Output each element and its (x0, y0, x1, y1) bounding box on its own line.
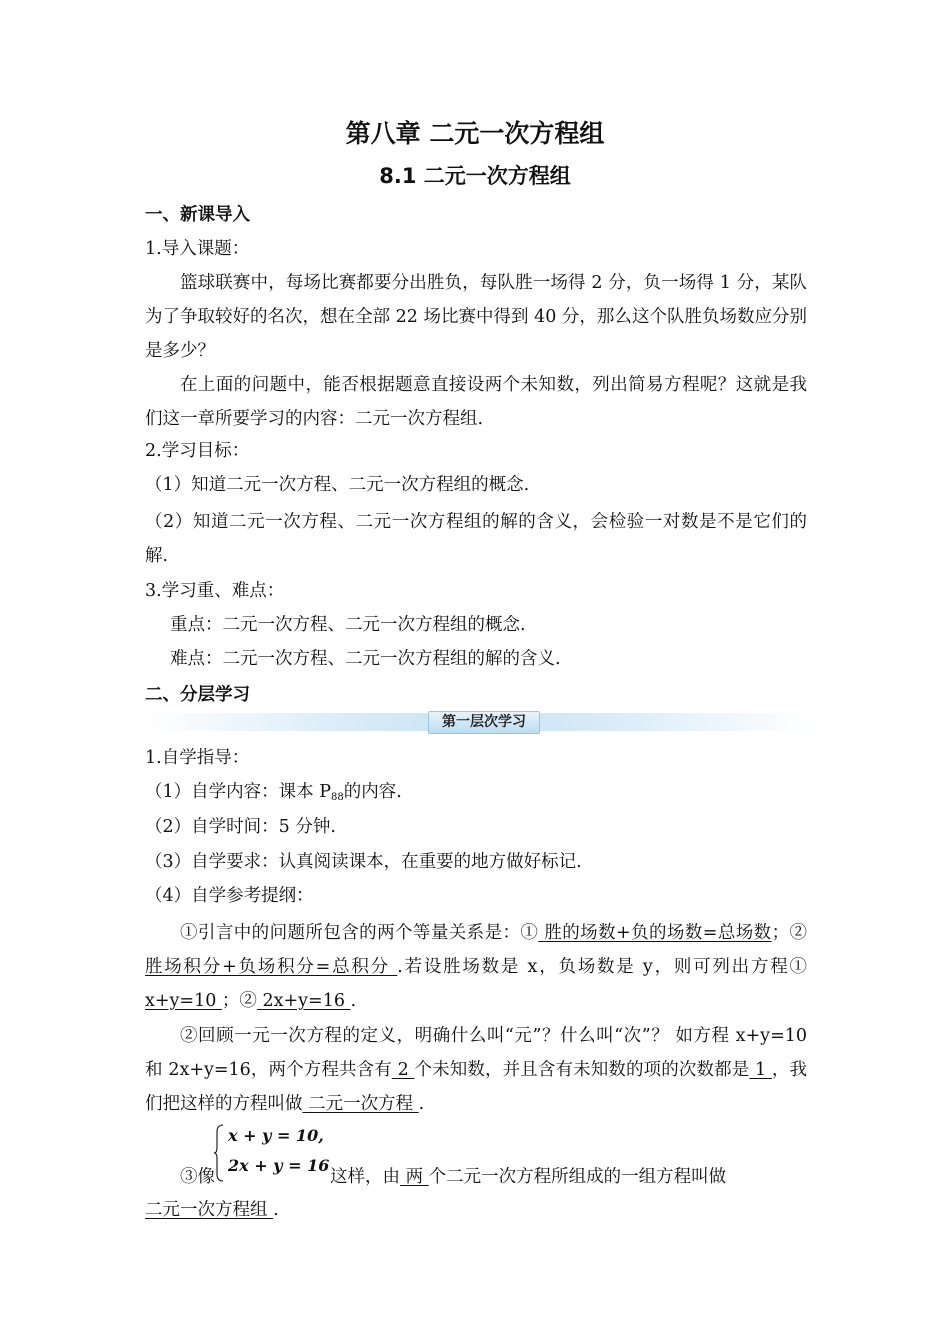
key-point: 重点：二元一次方程、二元一次方程组的概念. (170, 615, 526, 635)
blank-answer: 二元一次方程 (302, 1094, 419, 1114)
system-brace (214, 1124, 224, 1182)
guide-item-3: （3）自学要求：认真阅读课本，在重要的地方做好标记. (145, 852, 582, 872)
blank-answer: 2 (391, 1060, 415, 1080)
guide-item-2: （2）自学时间：5 分钟. (145, 817, 336, 837)
blank-answer: 两 (400, 1167, 429, 1187)
outline-point-3-line1: 这样，由 两 个二元一次方程所组成的一组方程叫做 (330, 1167, 727, 1187)
heading-layered-study: 二、分层学习 (145, 685, 250, 705)
outline-point-3-line2: 二元一次方程组 . (145, 1200, 279, 1220)
blank-answer: x+y=10 (145, 991, 222, 1011)
system-equation-1: x + y = 10, (228, 1126, 324, 1145)
outline-point-3-lead: ③像 (180, 1167, 215, 1187)
section-title: 8.1 二元一次方程组 (379, 164, 571, 188)
guide-label: 1.自学指导： (145, 748, 250, 768)
goal-1: （1）知道二元一次方程、二元一次方程组的概念. (145, 475, 530, 495)
intro-label: 1.导入课题： (145, 239, 250, 259)
outline-point-2: ②回顾一元一次方程的定义，明确什么叫“元”？什么叫“次”？ 如方程 x+y=10 和 2x+y=16，两个方程共含有 2 个未知数，并且含有未知数的项的次数都是 1 ，我们把这样的方程叫做 二元一次方程 . (145, 1026, 808, 1114)
guide-item-4: （4）自学参考提纲： (145, 886, 314, 906)
blank-answer: 2x+y=16 (256, 991, 351, 1011)
blank-answer: 1 (749, 1060, 772, 1080)
key-points-label: 3.学习重、难点： (145, 581, 285, 601)
blank-answer: 胜场积分+负场积分=总积分 (145, 957, 398, 977)
heading-new-lesson: 一、新课导入 (145, 205, 250, 225)
outline-point-1: ①引言中的问题所包含的两个等量关系是：① 胜的场数+负的场数=总场数；② 胜场积分+负场积分=总积分 .若设胜场数是 x，负场数是 y，则可列出方程① x+y=10 ；② 2x+y=16 . (145, 923, 808, 1011)
blank-answer: 二元一次方程组 (145, 1200, 274, 1220)
goals-label: 2.学习目标： (145, 441, 250, 461)
blank-answer: 胜的场数+负的场数=总场数 (538, 923, 772, 943)
guide-item-1: （1）自学内容：课本 $P_{88}$的内容. (145, 782, 402, 803)
chapter-title: 第八章 二元一次方程组 (345, 119, 605, 148)
goal-2: （2）知道二元一次方程、二元一次方程组的解的含义，会检验一对数是不是它们的解. (145, 512, 807, 566)
system-equation-2: 2x + y = 16 (228, 1156, 330, 1175)
band-label: 第一层次学习 (428, 711, 540, 734)
intro-paragraph-2: 在上面的问题中，能否根据题意直接设两个未知数，列出简易方程呢？这就是我们这一章所要学习的内容：二元一次方程组. (145, 375, 807, 429)
difficult-point: 难点：二元一次方程、二元一次方程组的解的含义. (170, 649, 561, 669)
intro-paragraph-1: 篮球联赛中，每场比赛都要分出胜负，每队胜一场得 2 分，负一场得 1 分，某队为了争取较好的名次，想在全部 22 场比赛中得到 40 分，那么这个队胜负场数应分别是多少？ (145, 273, 807, 361)
